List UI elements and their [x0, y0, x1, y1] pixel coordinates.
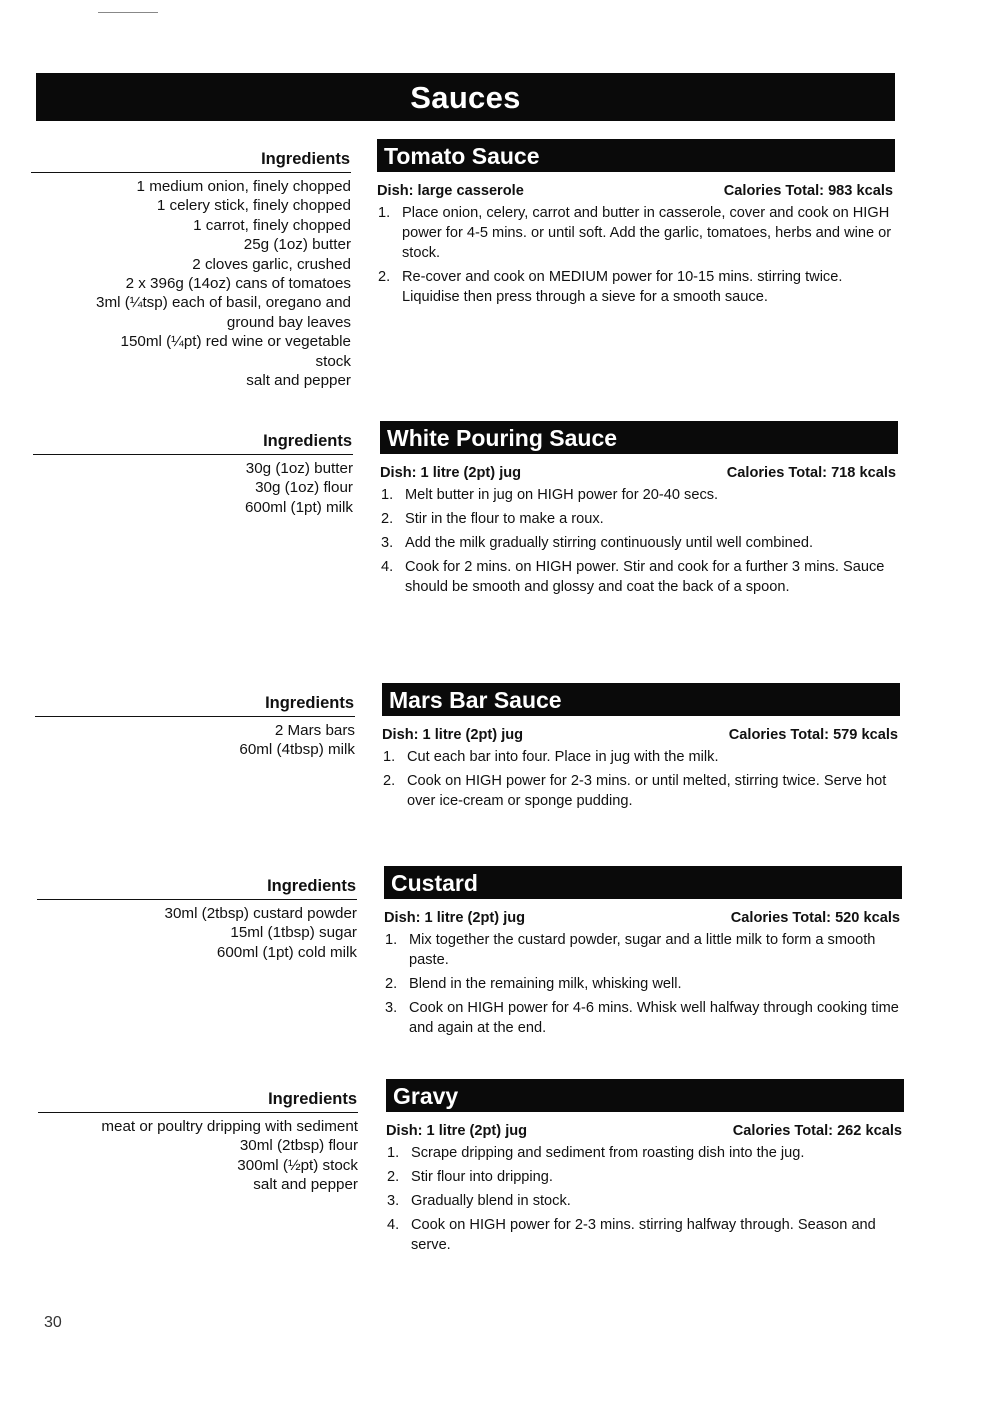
step-number: 3. [381, 535, 394, 551]
ingredients-list [38, 1117, 358, 1195]
step-number: 4. [381, 559, 394, 575]
step-text: Place onion, celery, carrot and butter in casserole, cover and cook on HIGH power for 4-5 mins. or until soft. Add the garlic, tomatoes, herbs and wine or stock. [402, 205, 892, 261]
ingredient-item: salt and pepper [246, 372, 351, 390]
recipe-title: White Pouring Sauce [380, 421, 898, 454]
ingredients-white-pouring-sauce [33, 428, 353, 517]
step-number: 2. [381, 511, 394, 527]
dish-label: Dish: 1 litre (2pt) jug [380, 465, 522, 481]
ingredient-item: 3ml (¼tsp) each of basil, oregano and [96, 294, 351, 312]
step-number: 1. [383, 749, 396, 765]
step-text: Stir flour into dripping. [411, 1169, 553, 1185]
ingredient-item: 30g (1oz) flour [255, 479, 353, 497]
recipe-meta [377, 183, 895, 199]
ingredients-custard [37, 873, 357, 962]
method-steps [382, 747, 900, 811]
ingredients-list [33, 459, 353, 517]
step-text: Re-cover and cook on MEDIUM power for 10-15 mins. stirring twice. Liquidise then press through a sieve for a smooth sauce. [402, 269, 843, 305]
ingredients-heading: Ingredients [38, 1086, 358, 1113]
method-step [386, 1191, 904, 1211]
ingredient-item: 2 Mars bars [274, 722, 355, 739]
method-step [382, 771, 900, 811]
ingredient-item: 25g (1oz) butter [243, 236, 351, 254]
step-text: Cook on HIGH power for 2-3 mins. stirring halfway through. Season and serve. [411, 1217, 876, 1253]
recipe-tomato-sauce [377, 139, 895, 311]
step-text: Cut each bar into four. Place in jug with the milk. [407, 749, 719, 765]
ingredient-item: salt and pepper [253, 1176, 358, 1194]
recipe-gravy [386, 1079, 904, 1259]
ingredient-item: 600ml (1pt) cold milk [216, 943, 357, 961]
ingredient-item: 1 carrot, finely chopped [193, 216, 351, 234]
ingredients-list [35, 721, 355, 760]
method-step [380, 485, 898, 505]
method-step [386, 1167, 904, 1187]
method-step [380, 509, 898, 529]
step-number: 2. [387, 1169, 400, 1185]
step-number: 3. [385, 1000, 398, 1016]
recipe-title: Custard [384, 866, 902, 899]
ingredients-heading: Ingredients [37, 873, 357, 900]
ingredients-heading: Ingredients [33, 428, 353, 455]
recipe-meta [382, 727, 900, 743]
ingredient-item: 30ml (2tbsp) flour [239, 1137, 358, 1155]
method-steps [386, 1143, 904, 1255]
method-step [377, 203, 895, 263]
step-number: 1. [378, 205, 391, 221]
ingredient-item: 1 celery stick, finely chopped [156, 197, 351, 215]
dish-label: Dish: 1 litre (2pt) jug [386, 1123, 528, 1139]
ingredient-item: ground bay leaves [226, 313, 351, 331]
calories-label: Calories Total: 520 kcals [730, 910, 900, 926]
recipe-meta [384, 910, 902, 926]
recipe-title: Gravy [386, 1079, 904, 1112]
ingredient-item: 30ml (2tbsp) custard powder [164, 905, 357, 922]
step-text: Gradually blend in stock. [411, 1193, 571, 1209]
method-step [380, 557, 898, 597]
step-text: Melt butter in jug on HIGH power for 20-40 secs. [405, 487, 719, 503]
ingredients-list [37, 904, 357, 962]
ingredients-mars-bar-sauce [35, 690, 355, 760]
recipe-title: Mars Bar Sauce [382, 683, 900, 716]
recipe-meta [380, 465, 898, 481]
calories-label: Calories Total: 718 kcals [726, 465, 896, 481]
method-steps [384, 930, 902, 1038]
recipe-custard [384, 866, 902, 1042]
page-title: Sauces [36, 73, 895, 121]
ingredient-item: 1 medium onion, finely chopped [136, 178, 351, 195]
dish-label: Dish: 1 litre (2pt) jug [382, 727, 524, 743]
method-step [386, 1143, 904, 1163]
step-text: Mix together the custard powder, sugar and a little milk to form a smooth paste. [409, 932, 876, 968]
method-step [384, 974, 902, 994]
calories-label: Calories Total: 579 kcals [728, 727, 898, 743]
method-step [384, 998, 902, 1038]
step-number: 1. [387, 1145, 400, 1161]
recipe-title: Tomato Sauce [377, 139, 895, 172]
step-number: 1. [385, 932, 398, 948]
ingredient-item: 60ml (4tbsp) milk [239, 741, 355, 759]
ingredient-item: meat or poultry dripping with sediment [101, 1118, 358, 1135]
method-steps [377, 203, 895, 307]
step-number: 2. [383, 773, 396, 789]
page-number: 30 [44, 1314, 62, 1331]
step-text: Cook on HIGH power for 2-3 mins. or until melted, stirring twice. Serve hot over ice-cream or sponge pudding. [407, 773, 887, 809]
step-text: Blend in the remaining milk, whisking well. [409, 976, 682, 992]
scan-mark [98, 12, 158, 13]
recipe-mars-bar-sauce [382, 683, 900, 815]
ingredient-item: stock [315, 352, 351, 370]
ingredient-item: 300ml (½pt) stock [237, 1156, 358, 1174]
ingredients-heading: Ingredients [31, 146, 351, 173]
step-text: Add the milk gradually stirring continuously until well combined. [405, 535, 814, 551]
method-steps [380, 485, 898, 597]
step-number: 2. [385, 976, 398, 992]
method-step [382, 747, 900, 767]
step-text: Cook on HIGH power for 4-6 mins. Whisk well halfway through cooking time and again at the end. [409, 1000, 899, 1036]
recipe-meta [386, 1123, 904, 1139]
ingredients-list [31, 177, 351, 390]
ingredients-heading: Ingredients [35, 690, 355, 717]
dish-label: Dish: large casserole [377, 183, 524, 199]
step-text: Scrape dripping and sediment from roasting dish into the jug. [411, 1145, 805, 1161]
dish-label: Dish: 1 litre (2pt) jug [384, 910, 526, 926]
step-number: 4. [387, 1217, 400, 1233]
ingredient-item: 2 x 396g (14oz) cans of tomatoes [125, 275, 351, 293]
method-step [377, 267, 895, 307]
step-number: 3. [387, 1193, 400, 1209]
ingredient-item: 2 cloves garlic, crushed [192, 255, 351, 273]
step-number: 2. [378, 269, 391, 285]
step-text: Cook for 2 mins. on HIGH power. Stir and cook for a further 3 mins. Sauce should be smooth and glossy and coat the back of a spoon. [405, 559, 885, 595]
recipe-white-pouring-sauce [380, 421, 898, 601]
method-step [386, 1215, 904, 1255]
ingredients-gravy [38, 1086, 358, 1195]
ingredient-item: 15ml (1tbsp) sugar [230, 924, 357, 942]
ingredient-item: 30g (1oz) butter [245, 460, 353, 477]
ingredient-item: 150ml (¼pt) red wine or vegetable [120, 333, 351, 351]
step-number: 1. [381, 487, 394, 503]
step-text: Stir in the flour to make a roux. [405, 511, 604, 527]
ingredients-tomato-sauce [31, 146, 351, 390]
calories-label: Calories Total: 262 kcals [732, 1123, 902, 1139]
ingredient-item: 600ml (1pt) milk [244, 498, 353, 516]
method-step [384, 930, 902, 970]
method-step [380, 533, 898, 553]
calories-label: Calories Total: 983 kcals [723, 183, 893, 199]
